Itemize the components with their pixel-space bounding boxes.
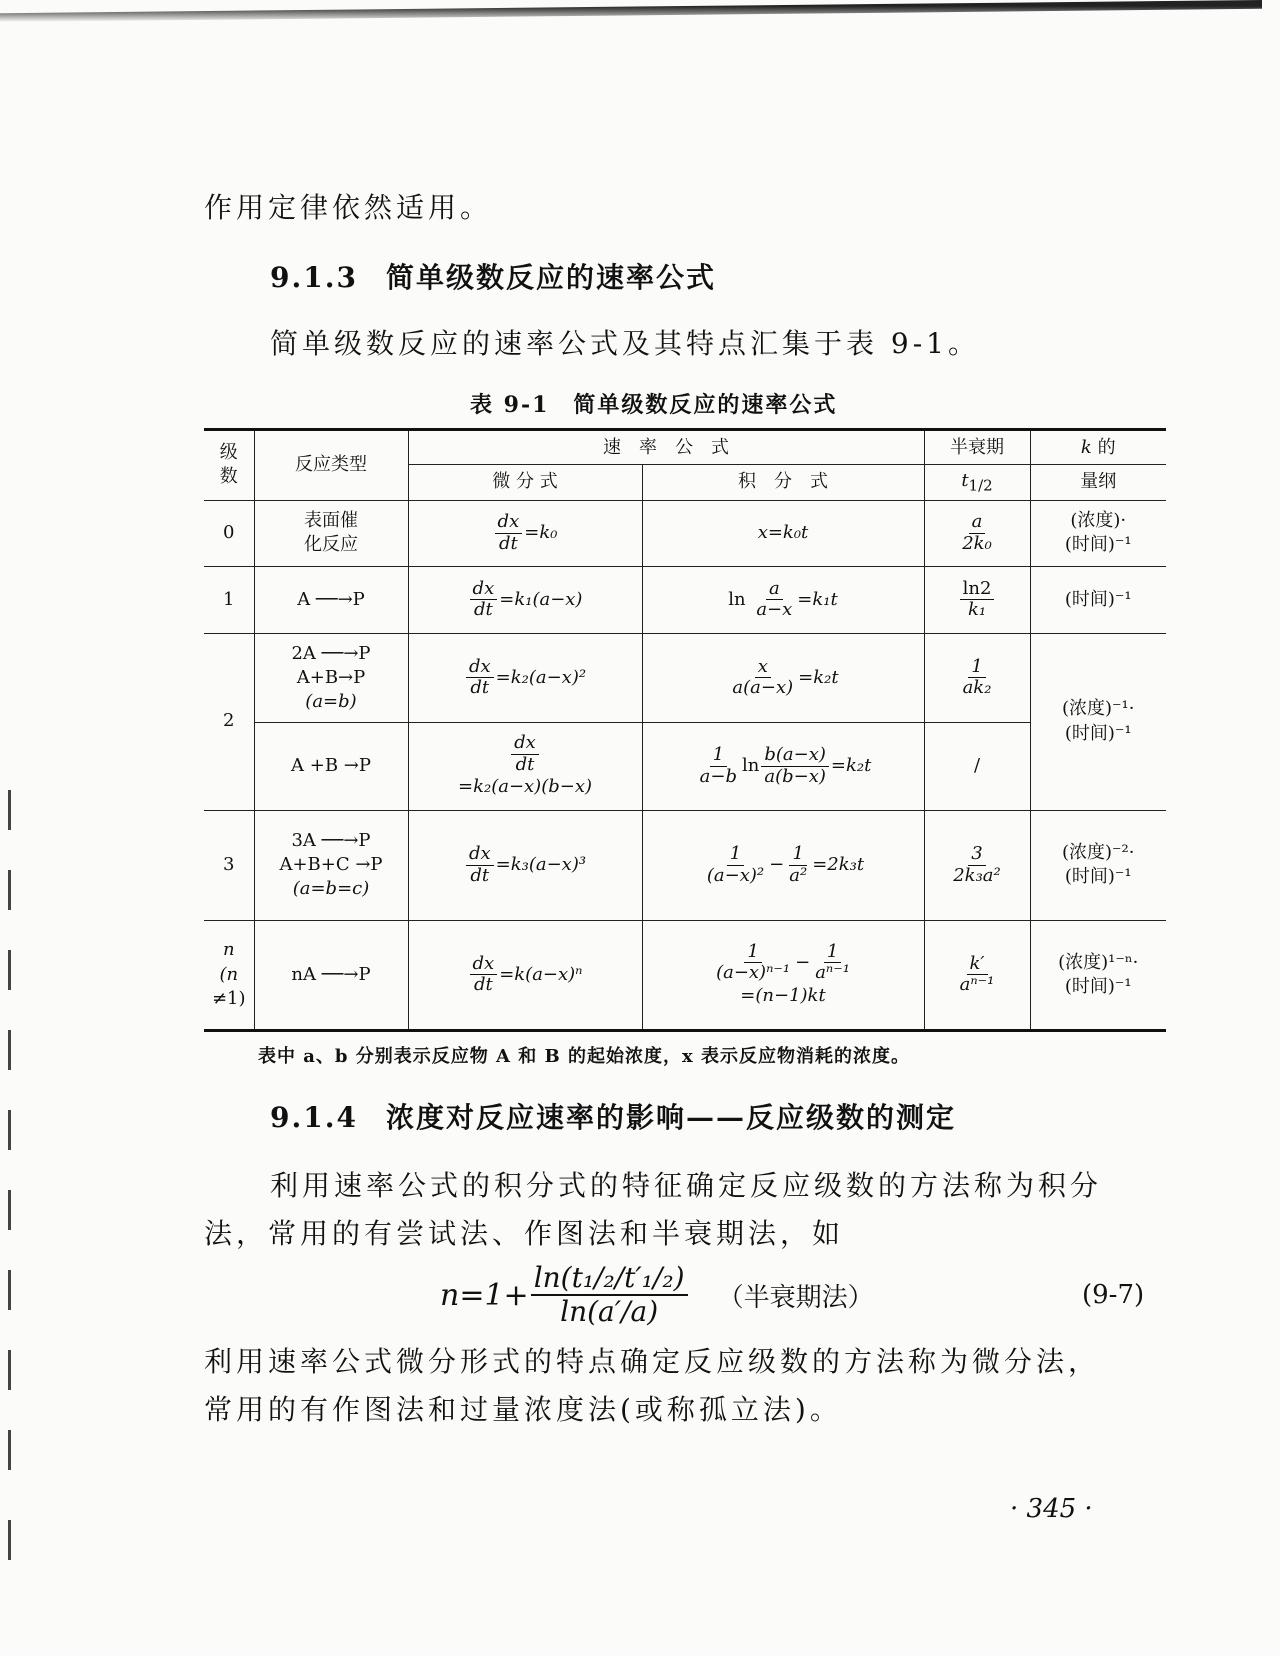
type-cell: A +B →P: [254, 723, 408, 810]
type-cell: 3A ──→P A+B+C →P (a=b=c): [254, 810, 408, 920]
order-cell: 1: [204, 567, 254, 634]
scan-margin-mark: [8, 1190, 11, 1230]
table-row: [204, 920, 1166, 1030]
half-life-cell: $\frac{a}{\text{2k₀}}$: [924, 500, 1030, 567]
half-life-cell: $\frac{\ln 2}{\text{k₁}}$: [924, 567, 1030, 634]
table-caption: [470, 388, 837, 419]
table-row: [204, 633, 1166, 722]
k-dimension-cell: (浓度)¹⁻ⁿ· (时间)⁻¹: [1030, 920, 1166, 1030]
differential-cell: $\frac{dx}{dt}$ =k₀: [408, 500, 642, 567]
type-cell: A ──→P: [254, 567, 408, 634]
header-reaction-type: 反应类型: [254, 430, 408, 501]
scan-margin-mark: [8, 1520, 11, 1560]
integral-cell: $\frac{1}{\text{(a−x)²}}$ − $\frac{1}{\text{a²}}$ =2k₃t: [642, 810, 924, 920]
scan-margin-mark: [8, 1270, 11, 1310]
scan-margin-mark: [8, 790, 11, 830]
half-life-cell: $\frac{3}{\text{2k₃a²}}$: [924, 810, 1030, 920]
formula-note: （半衰期法）: [717, 1282, 874, 1313]
table-caption-title: 简单级数反应的速率公式: [573, 392, 838, 418]
table-caption-number: 表 9-1: [470, 392, 550, 418]
scan-margin-mark: [8, 1350, 11, 1390]
header-k-label: k 的: [1030, 430, 1166, 465]
differential-cell: $\frac{dx}{dt}$ =k₁(a−x): [408, 567, 642, 634]
section-heading-913: [270, 256, 716, 296]
intro-line: 作用定律依然适用。: [204, 191, 493, 224]
scan-margin-mark: [8, 1110, 11, 1150]
type-cell: 2A ──→P A+B→P (a=b): [254, 633, 408, 722]
differential-cell: $\frac{dx}{dt}$ =k₃(a−x)³: [408, 810, 642, 920]
equation-label: (9-7): [1082, 1280, 1145, 1310]
paragraph2-line1: 利用速率公式微分形式的特点确定反应级数的方法称为微分法，: [204, 1345, 1101, 1378]
table-row: [204, 810, 1166, 920]
formula-lhs: n=1+: [440, 1277, 529, 1313]
half-life-cell: $\frac{1}{\text{ak₂}}$: [924, 633, 1030, 722]
order-cell: 0: [204, 500, 254, 567]
order-cell: 3: [204, 810, 254, 920]
formula-fraction: $\frac{\text{ln(t₁/₂/t′₁/₂)}}{\ln(a'/a)}$: [531, 1262, 688, 1328]
differential-cell: $\frac{dx}{dt}$ =k(a−x)ⁿ: [408, 920, 642, 1030]
header-rate-formula: 速 率 公 式: [408, 430, 924, 465]
scan-top-rule: [0, 0, 1262, 22]
integral-cell: ln $\frac{a}{a-x}$ =k₁t: [642, 567, 924, 634]
rate-formula-table: [204, 428, 1166, 1032]
order-cell: 2: [204, 633, 254, 810]
scan-margin-mark: [8, 950, 11, 990]
integral-cell: $\frac{1}{\text{(a−x)ⁿ⁻¹}}$ − $\frac{1}{\text{aⁿ⁻¹}}$ =(n−1)kt: [642, 920, 924, 1030]
scan-margin-mark: [8, 870, 11, 910]
table-row: [204, 567, 1166, 634]
header-k-dimension: 量纲: [1030, 465, 1166, 500]
section-heading-914: [270, 1096, 956, 1136]
header-half-life-label: 半衰期: [924, 430, 1030, 465]
half-life-formula: [440, 1262, 874, 1328]
page-number: · 345 ·: [1010, 1494, 1093, 1524]
table-row: [204, 500, 1166, 567]
header-half-life-symbol: $t_{1/2}$: [924, 465, 1030, 500]
k-dimension-cell: (浓度)⁻²· (时间)⁻¹: [1030, 810, 1166, 920]
header-integral: 积 分 式: [642, 465, 924, 500]
integral-cell: $\frac{1}{a-b}$ ln $\frac{b(a-x)}{a(b-x)}$ =k₂t: [642, 723, 924, 810]
k-dimension-cell: (时间)⁻¹: [1030, 567, 1166, 634]
differential-cell: $\frac{dx}{dt}$ =k₂(a−x)(b−x): [408, 723, 642, 810]
paragraph2-line2: 常用的有作图法和过量浓度法(或称孤立法)。: [204, 1393, 842, 1426]
section-title: 简单级数反应的速率公式: [385, 261, 716, 294]
k-dimension-cell: (浓度)· (时间)⁻¹: [1030, 500, 1166, 567]
type-cell: 表面催 化反应: [254, 500, 408, 567]
header-differential: 微 分 式: [408, 465, 642, 500]
type-cell: nA ──→P: [254, 920, 408, 1030]
table-row: [204, 723, 1166, 810]
section-number: 9.1.3: [270, 261, 358, 294]
order-cell: n (n ≠1): [204, 920, 254, 1030]
table-note: 表中 a、b 分别表示反应物 A 和 B 的起始浓度，x 表示反应物消耗的浓度。: [258, 1046, 911, 1067]
section-number: 9.1.4: [270, 1101, 358, 1134]
scan-margin-mark: [8, 1430, 11, 1470]
k-dimension-cell: (浓度)⁻¹· (时间)⁻¹: [1030, 633, 1166, 810]
paragraph1-line1: 利用速率公式的积分式的特征确定反应级数的方法称为积分: [270, 1169, 1103, 1202]
differential-cell: $\frac{dx}{dt}$ =k₂(a−x)²: [408, 633, 642, 722]
section-title: 浓度对反应速率的影响——反应级数的测定: [385, 1101, 956, 1134]
paragraph1-line2: 法，常用的有尝试法、作图法和半衰期法，如: [204, 1217, 845, 1250]
integral-cell: x=k₀t: [642, 500, 924, 567]
integral-cell: $\frac{x}{a(a-x)}$ =k₂t: [642, 633, 924, 722]
summary-line: 简单级数反应的速率公式及其特点汇集于表 9-1。: [270, 327, 980, 360]
half-life-cell: /: [924, 723, 1030, 810]
header-order: 级 数: [204, 430, 254, 501]
scan-margin-mark: [8, 1030, 11, 1070]
half-life-cell: $\frac{k'}{\text{aⁿ⁻¹}}$: [924, 920, 1030, 1030]
